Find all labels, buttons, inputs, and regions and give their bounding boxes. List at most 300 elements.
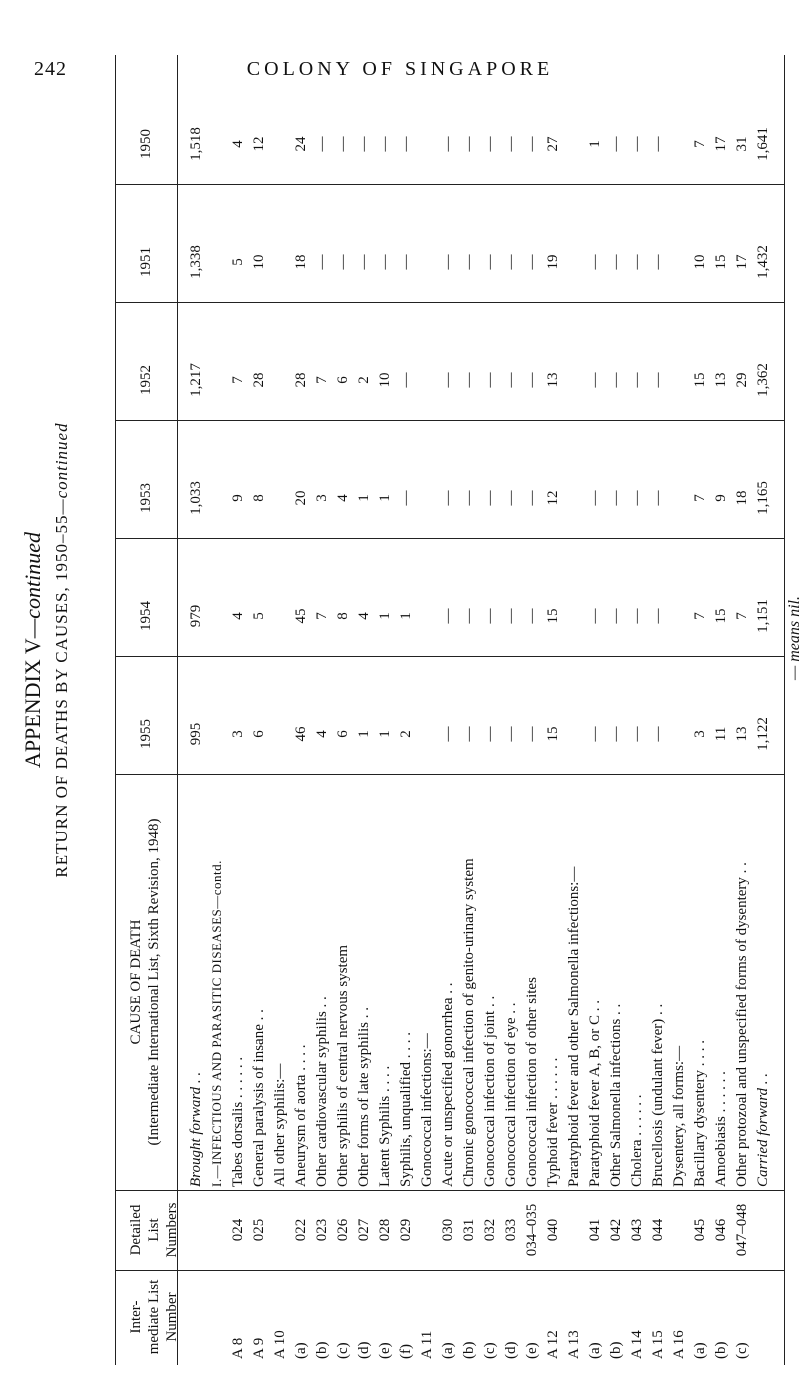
death-count: — [398,254,414,270]
table-row [481,55,499,1365]
death-count: 1 [587,140,603,148]
detailed-number: 023 [314,1218,330,1242]
table-row [523,55,541,1365]
detailed-number [208,1195,226,1265]
death-count: 4 [314,730,330,738]
death-count: — [608,726,624,742]
death-count: 1 [377,494,393,502]
detailed-number: 030 [440,1218,456,1242]
death-count: — [524,136,540,152]
death-count: — [524,490,540,506]
intermediate-number: (a) [293,1342,309,1359]
death-count: 5 [251,612,267,620]
detailed-number: 025 [251,1218,267,1242]
death-count: 6 [251,730,267,738]
death-count: — [608,136,624,152]
death-count: 10 [692,254,708,270]
cause-of-death: Syphilis, unqualified . . . . [398,1032,414,1187]
death-count: — [461,608,477,624]
death-count: 46 [293,726,309,742]
table-row [439,55,457,1365]
intermediate-number: A 11 [419,1330,435,1359]
appendix-title-continued: —continued [20,531,45,639]
running-head: COLONY OF SINGAPORE [246,58,554,80]
detailed-number: 027 [356,1218,372,1242]
death-count: — [440,136,456,152]
intermediate-number: A 10 [272,1330,288,1359]
header-cause-line2: (Intermediate International List, Sixth Revision, 1948) [146,818,162,1146]
death-count: 15 [713,608,729,624]
death-count [670,227,688,297]
death-count: 1,033 [188,481,204,515]
death-count: 6 [335,730,351,738]
death-count: 1 [356,730,372,738]
death-count: 2 [398,730,414,738]
table-row [187,55,205,1365]
death-count: — [482,372,498,388]
cause-of-death: Aneurysm of aorta . . . . [293,1044,309,1187]
intermediate-number: (b) [314,1341,330,1359]
death-count: — [377,136,393,152]
header-year-1951: 1951 [138,247,154,277]
death-count [418,345,436,415]
death-count: — [440,254,456,270]
detailed-number: 046 [713,1218,729,1242]
detailed-number: 041 [587,1218,603,1242]
cause-of-death: Paratyphoid fever A, B, or C . . [587,999,603,1187]
death-count: — [629,726,645,742]
death-count [271,463,289,533]
death-count: 995 [188,722,204,746]
cause-of-death: Brucellosis (undulant fever) . . [650,1003,666,1187]
table-row [418,55,436,1365]
death-count: 6 [335,376,351,384]
death-count [670,109,688,179]
death-count: 17 [734,254,750,270]
table-row [292,55,310,1365]
detailed-number: 042 [608,1218,624,1242]
death-count: — [587,608,603,624]
death-count: 8 [335,612,351,620]
death-count: — [650,726,666,742]
cause-of-death: Chronic gonococcal infection of genito-urinary system [461,858,477,1187]
cause-of-death: Acute or unspecified gonorrhea . . [440,982,456,1187]
cause-of-death: Carried forward . . [755,1072,771,1187]
intermediate-number [187,1275,205,1359]
death-count: 7 [230,376,246,384]
death-count: — [650,136,666,152]
death-count: — [461,136,477,152]
cause-of-death: Gonococcal infection of eye . . [503,1002,519,1187]
death-count: 24 [293,136,309,152]
header-year-1954: 1954 [138,601,154,631]
death-count: 5 [230,258,246,266]
death-count: — [482,608,498,624]
death-count: — [461,726,477,742]
header-year-1952: 1952 [138,365,154,395]
footnote: — means nil. [786,596,803,680]
death-count: 1,338 [188,245,204,279]
intermediate-number: (e) [377,1342,393,1359]
death-count: — [356,136,372,152]
cause-of-death: Brought forward . . [188,1071,204,1187]
intermediate-number: A 14 [629,1330,645,1359]
death-count: 1,432 [755,245,771,279]
death-count: 1,641 [755,127,771,161]
page-number: 242 [34,58,67,80]
death-count: 12 [251,136,267,152]
death-count: 1 [356,494,372,502]
table-row [628,55,646,1365]
death-count [565,345,583,415]
death-count: 15 [713,254,729,270]
rule-top [115,55,116,1365]
death-count: 45 [293,608,309,624]
table-row [460,55,478,1365]
death-count: 7 [314,612,330,620]
death-count: — [440,372,456,388]
appendix-title-main: APPENDIX V [20,638,45,769]
death-count: — [461,490,477,506]
death-count: 1 [377,730,393,738]
death-count: 27 [545,136,561,152]
intermediate-number: (c) [335,1342,351,1359]
death-count [418,463,436,533]
death-count: 13 [713,372,729,388]
death-count [271,109,289,179]
detailed-number [670,1195,688,1265]
death-count: — [629,254,645,270]
death-count: 7 [692,612,708,620]
table-row [670,55,688,1365]
cause-of-death: Amoebiasis . . . . . . [713,1071,729,1187]
death-count [208,227,226,297]
detailed-number: 040 [545,1218,561,1242]
cause-of-death: Bacillary dysentery . . . . [692,1039,708,1187]
death-count: — [440,490,456,506]
death-count: 19 [545,254,561,270]
death-count: 15 [692,372,708,388]
death-count: 3 [692,730,708,738]
deaths-table [115,55,785,1365]
intermediate-number: A 15 [650,1330,666,1359]
intermediate-number: (a) [587,1342,603,1359]
death-count [271,345,289,415]
intermediate-number: (b) [608,1341,624,1359]
death-count: 10 [377,372,393,388]
header-year-1950: 1950 [138,129,154,159]
cause-of-death: Gonococcal infections:— [419,1033,435,1187]
intermediate-number: (d) [503,1341,519,1359]
death-count: — [608,254,624,270]
table-row [649,55,667,1365]
death-count: 4 [335,494,351,502]
death-count [208,109,226,179]
death-count [565,581,583,651]
cause-of-death: Gonococcal infection of joint . . [482,995,498,1187]
intermediate-number: A 16 [671,1330,687,1359]
cause-of-death: Paratyphoid fever and other Salmonella infections:— [566,866,582,1187]
table-row [586,55,604,1365]
table-row [607,55,625,1365]
death-count: 11 [713,726,729,742]
death-count: — [482,136,498,152]
death-count: 9 [230,494,246,502]
table-row [376,55,394,1365]
intermediate-number: (b) [713,1341,729,1359]
header-intermediate: Inter- mediate List Number [128,1279,180,1355]
cause-of-death: General paralysis of insane . . [251,1009,267,1187]
death-count: — [587,372,603,388]
table-row [250,55,268,1365]
death-count: 13 [545,372,561,388]
death-count: — [482,254,498,270]
death-count [271,227,289,297]
death-count: — [629,136,645,152]
detailed-number: 028 [377,1218,393,1242]
table-row [355,55,373,1365]
death-count [565,109,583,179]
death-count: 31 [734,136,750,152]
intermediate-number: (e) [524,1342,540,1359]
death-count: — [314,254,330,270]
death-count: 7 [314,376,330,384]
death-count: — [314,136,330,152]
death-count: — [587,726,603,742]
death-count: — [503,136,519,152]
death-count: — [461,372,477,388]
death-count: 28 [251,372,267,388]
death-count: 18 [734,490,750,506]
intermediate-number: (c) [734,1342,750,1359]
death-count: — [482,490,498,506]
death-count [418,699,436,769]
death-count: — [650,608,666,624]
death-count: 28 [293,372,309,388]
detailed-number [754,1195,772,1265]
death-count: — [377,254,393,270]
death-count: — [335,136,351,152]
cause-of-death: I.—INFECTIOUS AND PARASITIC DISEASES—contd. [209,860,224,1187]
death-count: — [650,490,666,506]
intermediate-number [754,1275,772,1359]
table-row [712,55,730,1365]
death-count [418,581,436,651]
detailed-number: 026 [335,1218,351,1242]
cause-of-death: Cholera . . . . . . [629,1094,645,1187]
death-count: 12 [545,490,561,506]
death-count: 15 [545,726,561,742]
death-count [208,463,226,533]
header-year-1953: 1953 [138,483,154,513]
death-count [670,345,688,415]
intermediate-number: (a) [440,1342,456,1359]
cause-of-death: Other syphilis of central nervous system [335,944,351,1187]
death-count: 1 [398,612,414,620]
death-count [670,699,688,769]
death-count [565,227,583,297]
detailed-number [271,1195,289,1265]
cause-of-death: Gonococcal infection of other sites [524,977,540,1187]
detailed-number: 031 [461,1218,477,1242]
detailed-number: 044 [650,1218,666,1242]
death-count: — [503,490,519,506]
intermediate-number: A 13 [566,1330,582,1359]
death-count: 979 [188,604,204,628]
death-count [271,699,289,769]
header-cause-line1: CAUSE OF DEATH [128,919,144,1045]
death-count: — [524,254,540,270]
detailed-number: 029 [398,1218,414,1242]
table-title-continued: —continued [52,422,71,515]
detailed-number: 033 [503,1218,519,1242]
death-count [565,463,583,533]
death-count: 13 [734,726,750,742]
cause-of-death: Other forms of late syphilis . . [356,1007,372,1187]
death-count: 1 [377,612,393,620]
death-count: — [650,372,666,388]
detailed-number [187,1195,205,1265]
death-count: — [650,254,666,270]
cause-of-death: Tabes dorsalis . . . . . . [230,1056,246,1187]
death-count: — [524,372,540,388]
detailed-number: 047–048 [734,1203,750,1257]
table-title-main: RETURN OF DEATHS BY CAUSES, 1950–55 [52,514,71,878]
detailed-number [418,1195,436,1265]
death-count: — [461,254,477,270]
death-count: — [524,726,540,742]
header-detailed: Detailed List Numbers [128,1202,180,1258]
death-count: 15 [545,608,561,624]
death-count: 1,122 [755,717,771,751]
death-count: 3 [230,730,246,738]
cause-of-death: All other syphilis:— [272,1063,288,1187]
detailed-number: 045 [692,1218,708,1242]
death-count [208,345,226,415]
death-count: 8 [251,494,267,502]
table-row [754,55,772,1365]
cause-of-death: Dysentery, all forms:— [671,1045,687,1187]
intermediate-number: A 12 [545,1330,561,1359]
death-count: — [398,490,414,506]
cause-of-death: Other Salmonella infections . . [608,1003,624,1187]
death-count: 4 [230,612,246,620]
death-count: — [524,608,540,624]
detailed-number: 022 [293,1218,309,1242]
table-row [691,55,709,1365]
death-count: 7 [734,612,750,620]
death-count: 7 [692,494,708,502]
death-count: — [629,372,645,388]
table-row [229,55,247,1365]
intermediate-number: A 8 [230,1337,246,1359]
death-count: — [503,372,519,388]
death-count: 1,217 [188,363,204,397]
intermediate-number: (c) [482,1342,498,1359]
detailed-number: 043 [629,1218,645,1242]
death-count: — [587,254,603,270]
detailed-number: 024 [230,1218,246,1242]
death-count [670,581,688,651]
table-row [208,55,226,1365]
death-count [418,109,436,179]
death-count [565,699,583,769]
intermediate-number: A 9 [251,1337,267,1359]
detailed-number: 032 [482,1218,498,1242]
death-count: — [503,726,519,742]
death-count [208,581,226,651]
cause-of-death: Other cardiovascular syphilis . . [314,996,330,1187]
table-title [52,200,72,1100]
death-count: — [440,608,456,624]
death-count [271,581,289,651]
death-count: — [587,490,603,506]
rule-header [177,55,178,1365]
death-count: — [608,372,624,388]
table-row [313,55,331,1365]
death-count: 1,518 [188,127,204,161]
table-row [733,55,751,1365]
death-count: — [440,726,456,742]
table-row [397,55,415,1365]
death-count: — [398,372,414,388]
rule-bottom [784,55,785,1365]
cause-of-death: Latent Syphilis . . . . [377,1065,393,1187]
death-count [208,699,226,769]
cause-of-death: Other protozoal and unspecified forms of dysentery . . [734,862,750,1187]
death-count: — [629,608,645,624]
death-count: 17 [713,136,729,152]
intermediate-number: (d) [356,1341,372,1359]
detailed-number: 034–035 [524,1203,540,1257]
death-count: 18 [293,254,309,270]
death-count [670,463,688,533]
death-count: 20 [293,490,309,506]
death-count: 1,362 [755,363,771,397]
death-count: — [503,254,519,270]
header-cause [127,777,163,1187]
detailed-number [565,1195,583,1265]
intermediate-number: (a) [692,1342,708,1359]
appendix-title [20,200,46,1100]
death-count: 9 [713,494,729,502]
header-year-1955: 1955 [138,719,154,749]
death-count: — [608,490,624,506]
death-count: 1,165 [755,481,771,515]
death-count [418,227,436,297]
death-count: 4 [230,140,246,148]
death-count: — [335,254,351,270]
intermediate-number: (b) [461,1341,477,1359]
death-count: 10 [251,254,267,270]
death-count: — [482,726,498,742]
death-count: — [398,136,414,152]
death-count: 7 [692,140,708,148]
table-row [502,55,520,1365]
intermediate-number [208,1275,226,1359]
cause-of-death: Typhoid fever . . . . . . [545,1057,561,1187]
death-count: — [629,490,645,506]
death-count: 2 [356,376,372,384]
death-count: 3 [314,494,330,502]
table-row [544,55,562,1365]
intermediate-number: (f) [398,1344,414,1359]
death-count: 29 [734,372,750,388]
death-count: — [503,608,519,624]
table-row [565,55,583,1365]
death-count: 4 [356,612,372,620]
death-count: — [608,608,624,624]
